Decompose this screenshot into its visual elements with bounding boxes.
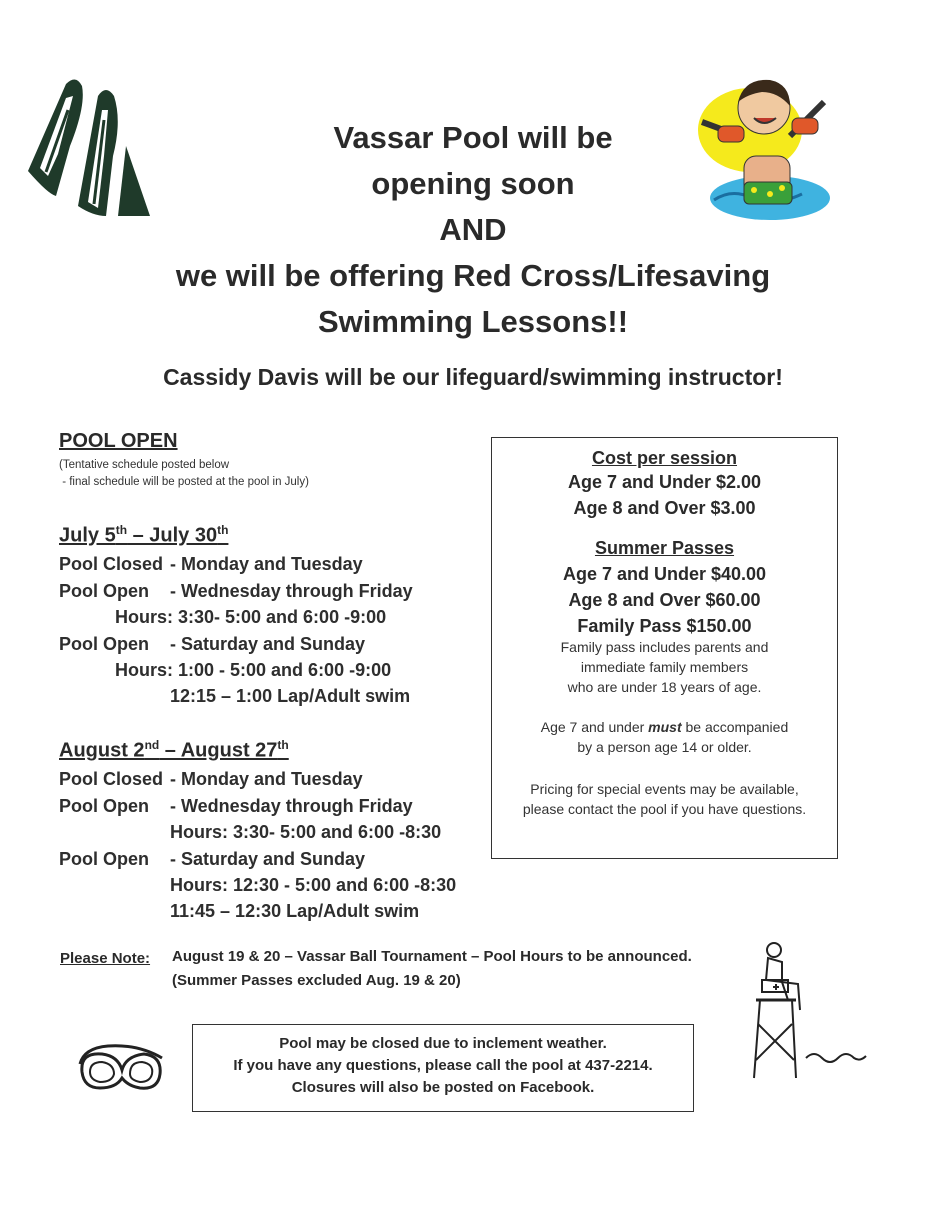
- august-period-heading: [59, 738, 289, 763]
- family-note-1: Family pass includes parents and: [560, 639, 769, 655]
- closure-line-3: Closures will also be posted on Facebook.: [291, 1079, 595, 1096]
- goggles-illustration: [78, 1044, 164, 1104]
- august-closed-label: Pool Closed: [59, 769, 164, 789]
- accompany-note: [492, 717, 837, 737]
- please-note-line-1: August 19 & 20 – Vassar Ball Tournament – Pool Hours to be announced.: [172, 948, 692, 965]
- july-open1-days: - Wednesday through Friday: [170, 581, 413, 601]
- headline-line-2: opening soon: [371, 166, 575, 201]
- lifeguard-chair-illustration: [748, 940, 868, 1085]
- cost-box: [491, 437, 838, 859]
- family-pass: Family Pass $150.00: [577, 616, 752, 636]
- august-hours-2: Hours: 12:30 - 5:00 and 6:00 -8:30: [170, 875, 457, 895]
- august-end-suffix: th: [277, 738, 289, 752]
- summer-passes-heading: Summer Passes: [594, 538, 735, 558]
- headline-line-3: AND: [439, 212, 507, 247]
- tentative-note-2: - final schedule will be posted at the pool in July): [59, 476, 309, 488]
- pricing-note-1: Pricing for special events may be available,: [530, 781, 799, 797]
- please-note-line-2: (Summer Passes excluded Aug. 19 & 20): [172, 972, 461, 989]
- august-open1-days: - Wednesday through Friday: [170, 796, 413, 816]
- headline-line-5: Swimming Lessons!!: [317, 304, 629, 339]
- accompany-text-a: Age 7 and under: [540, 719, 649, 735]
- july-period-heading: [59, 523, 228, 548]
- please-note-label: Please Note:: [60, 950, 151, 967]
- july-lap-swim: 12:15 – 1:00 Lap/Adult swim: [170, 686, 411, 706]
- july-closed-label: Pool Closed: [59, 554, 164, 574]
- headline-line-4: we will be offering Red Cross/Lifesaving: [175, 258, 771, 293]
- accompany-text-b: be accompanied: [681, 719, 789, 735]
- august-hours-1: Hours: 3:30- 5:00 and 6:00 -8:30: [170, 822, 442, 842]
- pass-over-8: Age 8 and Over $60.00: [568, 590, 761, 610]
- pricing-note-2: please contact the pool if you have questions.: [522, 801, 807, 817]
- july-open2-days: - Saturday and Sunday: [170, 634, 366, 654]
- july-closed-days: - Monday and Tuesday: [170, 554, 363, 574]
- july-start-suffix: th: [115, 523, 128, 537]
- august-start: August 2: [59, 739, 145, 762]
- closure-notice-box: [192, 1024, 694, 1112]
- august-open2-label: Pool Open: [59, 849, 149, 869]
- closure-line-1: Pool may be closed due to inclement weather.: [279, 1035, 607, 1052]
- august-open2-days: - Saturday and Sunday: [170, 849, 366, 869]
- cost-heading: Cost per session: [591, 448, 738, 468]
- july-start: July 5: [59, 524, 116, 547]
- family-note-3: who are under 18 years of age.: [567, 679, 762, 695]
- instructor-announcement: Cassidy Davis will be our lifeguard/swimming instructor!: [163, 364, 783, 390]
- cost-over-8: Age 8 and Over $3.00: [573, 498, 756, 518]
- pool-open-heading: POOL OPEN: [59, 430, 178, 452]
- accompany-must: must: [648, 719, 682, 735]
- tentative-note-1: (Tentative schedule posted below: [59, 459, 230, 471]
- july-hours-1: Hours: 3:30- 5:00 and 6:00 -9:00: [115, 607, 387, 627]
- july-open1-label: Pool Open: [59, 581, 149, 601]
- july-end-suffix: th: [217, 523, 229, 537]
- july-hours-2: Hours: 1:00 - 5:00 and 6:00 -9:00: [115, 660, 392, 680]
- august-end: – August 27: [159, 739, 278, 762]
- headline: [0, 115, 946, 345]
- pass-under-7: Age 7 and Under $40.00: [562, 564, 767, 584]
- july-open2-label: Pool Open: [59, 634, 149, 654]
- headline-line-1: Vassar Pool will be: [333, 120, 613, 155]
- family-note-2: immediate family members: [580, 659, 749, 675]
- closure-line-2: If you have any questions, please call the pool at 437-2214.: [233, 1057, 653, 1074]
- august-closed-days: - Monday and Tuesday: [170, 769, 363, 789]
- august-lap-swim: 11:45 – 12:30 Lap/Adult swim: [170, 901, 420, 921]
- cost-under-7: Age 7 and Under $2.00: [567, 472, 762, 492]
- accompany-note-2: by a person age 14 or older.: [577, 739, 752, 755]
- july-end: – July 30: [127, 524, 218, 547]
- august-start-suffix: nd: [144, 738, 160, 752]
- august-open1-label: Pool Open: [59, 796, 149, 816]
